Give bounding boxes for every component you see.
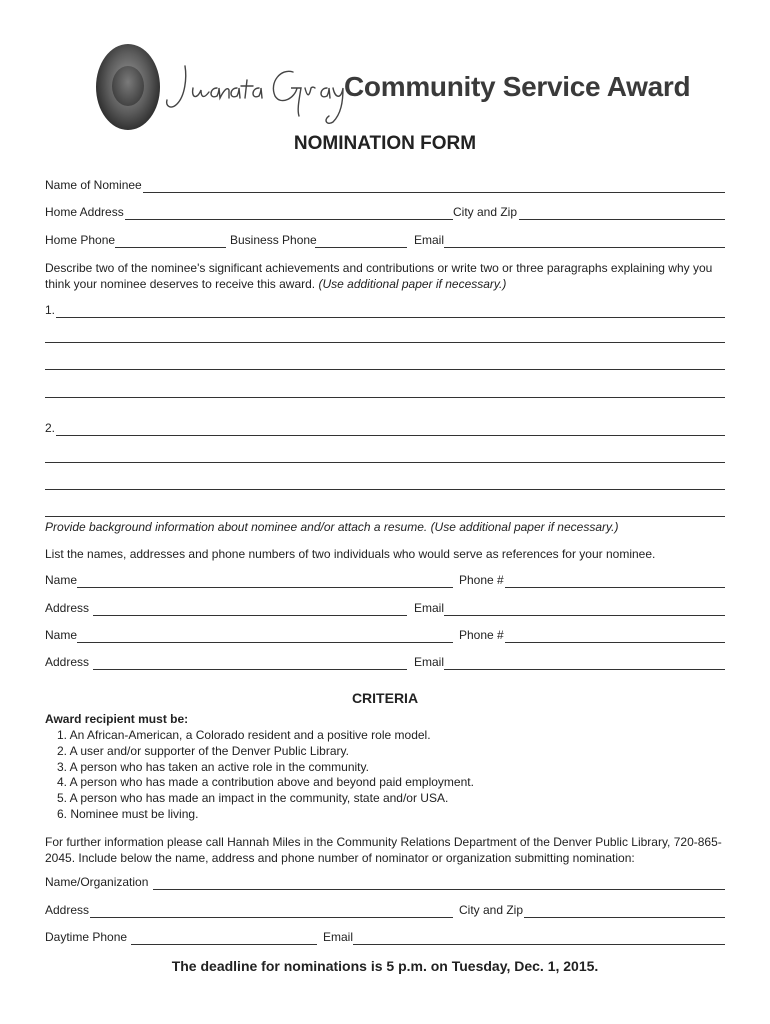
reference-1-email-label: Email [414, 601, 445, 615]
background-instructions: Provide background information about nominee and/or attach a resume. (Use additional paper if necessary.) [45, 520, 619, 534]
reference-2-address-row [45, 654, 725, 670]
reference-2-address-field[interactable] [93, 669, 407, 670]
reference-2-phone-field[interactable] [505, 642, 725, 643]
nominator-email-label: Email [323, 930, 354, 944]
criteria-subtitle: Award recipient must be: [45, 712, 189, 726]
criteria-item: 5. A person who has made an impact in the community, state and/or USA. [57, 791, 449, 806]
deadline-notice: The deadline for nominations is 5 p.m. on Tuesday, Dec. 1, 2015. [171, 958, 599, 974]
reference-1-name-field[interactable] [77, 587, 453, 588]
reference-2-address-label: Address [45, 655, 90, 669]
phone-row [45, 232, 725, 248]
home-address-label: Home Address [45, 205, 124, 219]
references-intro: List the names, addresses and phone numbers of two individuals who would serve as references for your nominee. [45, 547, 656, 561]
home-phone-field[interactable] [115, 247, 226, 248]
nominee-name-field[interactable] [143, 192, 725, 193]
juanita-gray-signature-logo [163, 58, 348, 138]
nominee-name-row [45, 177, 725, 193]
criteria-list [57, 728, 474, 823]
nominator-email-field[interactable] [353, 944, 725, 945]
reference-1-email-field[interactable] [444, 615, 725, 616]
home-phone-label: Home Phone [45, 233, 116, 247]
achievement-2-row [45, 420, 725, 436]
criteria-item: 6. Nominee must be living. [57, 806, 199, 821]
business-phone-field[interactable] [315, 247, 407, 248]
nominator-phone-row [45, 929, 725, 945]
nominator-name-org-label: Name/Organization [45, 875, 149, 889]
nominator-name-row [45, 874, 725, 890]
city-zip-field[interactable] [519, 219, 725, 220]
criteria-item: 3. A person who has taken an active role in the community. [57, 759, 369, 774]
reference-2-name-row [45, 627, 725, 643]
nominee-portrait-photo [96, 44, 160, 130]
nominator-address-label: Address [45, 903, 90, 917]
achievement-1-line-4[interactable] [45, 397, 725, 398]
achievement-1-line-3[interactable] [45, 369, 725, 370]
achievement-2-line-2[interactable] [45, 462, 725, 463]
nominator-info: For further information please call Hannah Miles in the Community Relations Department of the Denver Public Library, 720-865-2045. Include below the name, address and phone number of nominator or organization submitting nomination: [45, 835, 722, 865]
reference-2-email-label: Email [414, 655, 445, 669]
reference-1-name-row [45, 572, 725, 588]
nominee-name-label: Name of Nominee [45, 178, 142, 192]
achievement-1-line-2[interactable] [45, 342, 725, 343]
reference-2-name-label: Name [45, 628, 78, 642]
criteria-item: 2. A user and/or supporter of the Denver Public Library. [57, 743, 349, 758]
reference-1-phone-label: Phone # [459, 573, 504, 587]
nominator-address-field[interactable] [90, 917, 453, 918]
achievement-2-line-4[interactable] [45, 516, 725, 517]
additional-paper-note: (Use additional paper if necessary.) [318, 277, 507, 291]
business-phone-label: Business Phone [230, 233, 317, 247]
home-address-field[interactable] [125, 219, 453, 220]
reference-2-name-field[interactable] [77, 642, 453, 643]
reference-2-email-field[interactable] [444, 669, 725, 670]
reference-2-phone-label: Phone # [459, 628, 504, 642]
reference-1-phone-field[interactable] [505, 587, 725, 588]
home-address-row [45, 204, 725, 220]
nominator-city-zip-label: City and Zip [459, 903, 524, 917]
nominator-city-zip-field[interactable] [524, 917, 725, 918]
criteria-title: CRITERIA [351, 690, 419, 706]
criteria-item: 1. An African-American, a Colorado resident and a positive role model. [57, 728, 431, 742]
nominator-daytime-phone-field[interactable] [131, 944, 317, 945]
email-field[interactable] [444, 247, 725, 248]
reference-1-name-label: Name [45, 573, 78, 587]
achievement-1-row [45, 302, 725, 318]
achievement-2-field[interactable] [56, 435, 725, 436]
award-title: Community Service Award [344, 71, 691, 102]
reference-1-address-field[interactable] [93, 615, 407, 616]
city-zip-label: City and Zip [453, 205, 518, 219]
achievement-1-field[interactable] [56, 317, 725, 318]
criteria-item: 4. A person who has made a contribution above and beyond paid employment. [57, 775, 474, 790]
nominator-address-row [45, 902, 725, 918]
nominator-name-org-field[interactable] [153, 889, 725, 890]
nominator-daytime-phone-label: Daytime Phone [45, 930, 128, 944]
reference-1-address-row [45, 600, 725, 616]
reference-1-address-label: Address [45, 601, 90, 615]
form-title: NOMINATION FORM [293, 133, 477, 154]
achievement-2-number: 2. [45, 421, 56, 435]
achievements-instructions: Describe two of the nominee's significant achievements and contributions or write two or three paragraphs explaining why you think your nominee deserves to receive this award. (Use additional paper if necessary.) [45, 261, 713, 291]
email-label: Email [414, 233, 445, 247]
achievement-1-number: 1. [45, 303, 56, 317]
achievement-2-line-3[interactable] [45, 489, 725, 490]
